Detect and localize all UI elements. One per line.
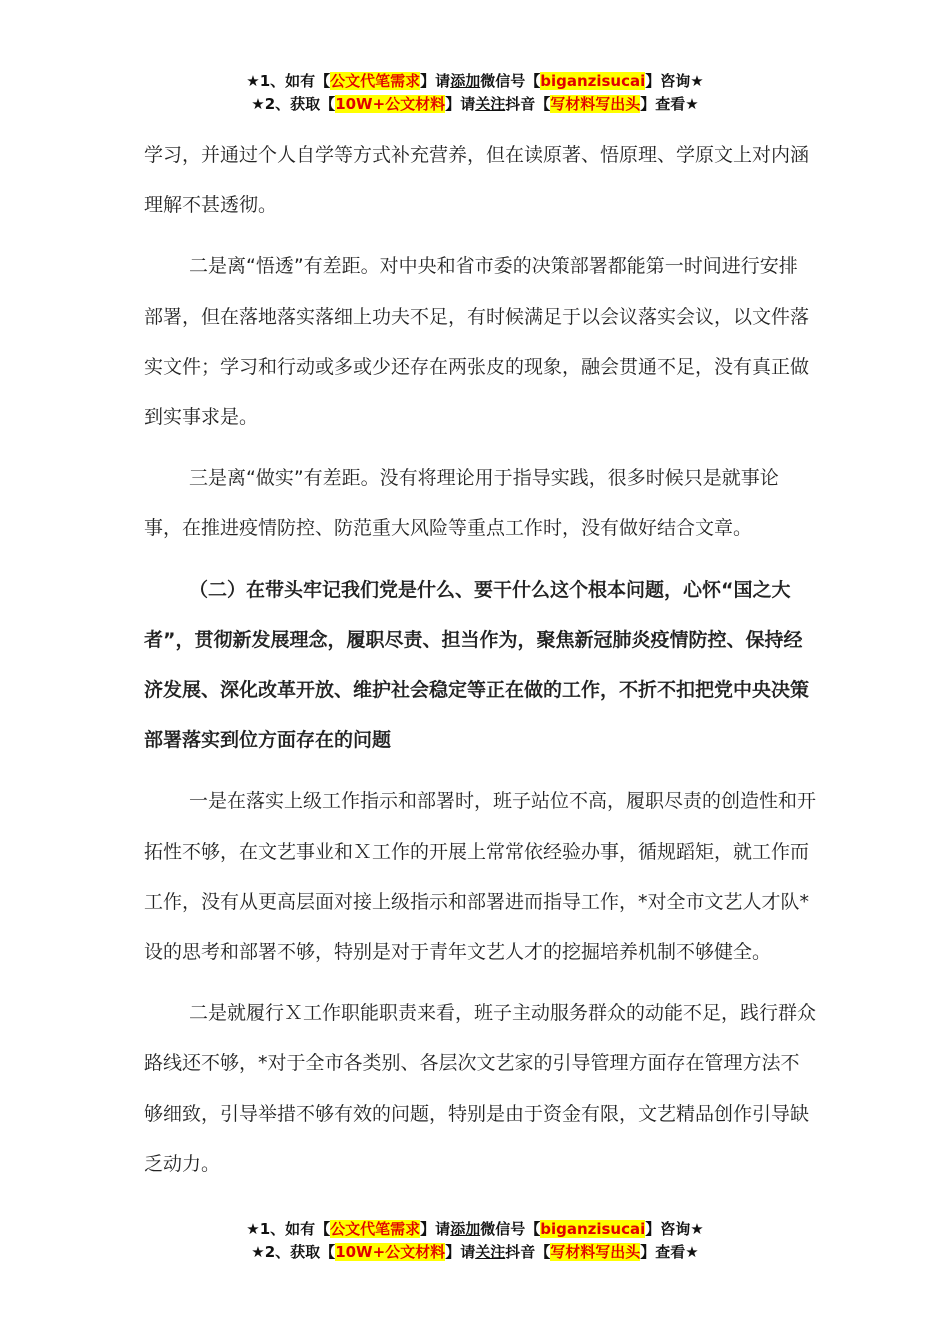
highlight-text: 10W+公文材料 [335, 1243, 446, 1261]
banner-text: ★1、如有【 [246, 72, 331, 90]
banner-text: 抖音【 [505, 95, 551, 113]
banner-text: 】请 [420, 1220, 451, 1238]
banner-text: 】咨询★ [645, 72, 704, 90]
highlight-text: 公文代笔需求 [330, 72, 421, 90]
banner-line-1 [0, 1218, 950, 1241]
banner-text: ★2、获取【 [251, 95, 336, 113]
banner-text: 抖音【 [505, 1243, 551, 1261]
paragraph-continuation: 学习，并通过个人自学等方式补充营养，但在读原著、悟原理、学原文上对内涵理解不甚透彻。 [144, 144, 810, 217]
footer-banner [0, 1218, 950, 1264]
banner-text: 】咨询★ [645, 1220, 704, 1238]
paragraph-point-2: 二是离“悟透”有差距。对中央和省市委的决策部署都能第一时间进行安排部署，但在落地落实落细上功夫不足，有时候满足于以会议落实会议，以文件落实文件；学习和行动或多或少还存在两张皮的现象，融会贯通不足，没有真正做到实事求是。 [144, 255, 810, 429]
section-heading: （二）在带头牢记我们党是什么、要干什么这个根本问题，心怀“国之大者”，贯彻新发展理念，履职尽责、担当作为，聚焦新冠肺炎疫情防控、保持经济发展、深化改革开放、维护社会稳定等正在做的工作，不折不扣把党中央决策部署落实到位方面存在的问题 [144, 578, 810, 752]
paragraph-issue-1: 一是在落实上级工作指示和部署时，班子站位不高，履职尽责的创造性和开拓性不够，在文艺事业和Ｘ工作的开展上常常依经验办事，循规蹈矩，就工作而工作，没有从更高层面对接上级指示和部署进而指导工作，*对全市文艺人才队*设的思考和部署不够，特别是对于青年文艺人才的挖掘培养机制不够健全。 [144, 790, 817, 964]
banner-text: 】请 [420, 72, 451, 90]
paragraph-point-3: 三是离“做实”有差距。没有将理论用于指导实践，很多时候只是就事论事，在推进疫情防控、防范重大风险等重点工作时，没有做好结合文章。 [144, 467, 779, 540]
document-body [144, 130, 816, 1200]
underlined-text: 关注 [475, 95, 506, 113]
header-banner [0, 70, 950, 116]
banner-line-2 [0, 1241, 950, 1264]
banner-text: 】请 [445, 1243, 476, 1261]
highlight-text: 公文代笔需求 [330, 1220, 421, 1238]
underlined-text: 添加 [450, 1220, 481, 1238]
banner-text: ★1、如有【 [246, 1220, 331, 1238]
banner-line-1 [0, 70, 950, 93]
highlight-text: 10W+公文材料 [335, 95, 446, 113]
banner-text: 】查看★ [640, 95, 699, 113]
banner-text: 微信号【 [480, 1220, 541, 1238]
wechat-id: biganzisucai [540, 72, 646, 90]
banner-line-2 [0, 93, 950, 116]
banner-text: 微信号【 [480, 72, 541, 90]
wechat-id: biganzisucai [540, 1220, 646, 1238]
douyin-account: 写材料写出头 [550, 95, 641, 113]
banner-text: ★2、获取【 [251, 1243, 336, 1261]
douyin-account: 写材料写出头 [550, 1243, 641, 1261]
paragraph-issue-2: 二是就履行Ｘ工作职能职责来看，班子主动服务群众的动能不足，践行群众 路线还不够，*对于全市各类别、各层次文艺家的引导管理方面存在管理方法不够细致，引导举措不够有效的问题，特别是由于资金有限，文艺精品创作引导缺乏动力。 [144, 1002, 817, 1175]
banner-text: 】查看★ [640, 1243, 699, 1261]
underlined-text: 关注 [475, 1243, 506, 1261]
banner-text: 】请 [445, 95, 476, 113]
underlined-text: 添加 [450, 72, 481, 90]
